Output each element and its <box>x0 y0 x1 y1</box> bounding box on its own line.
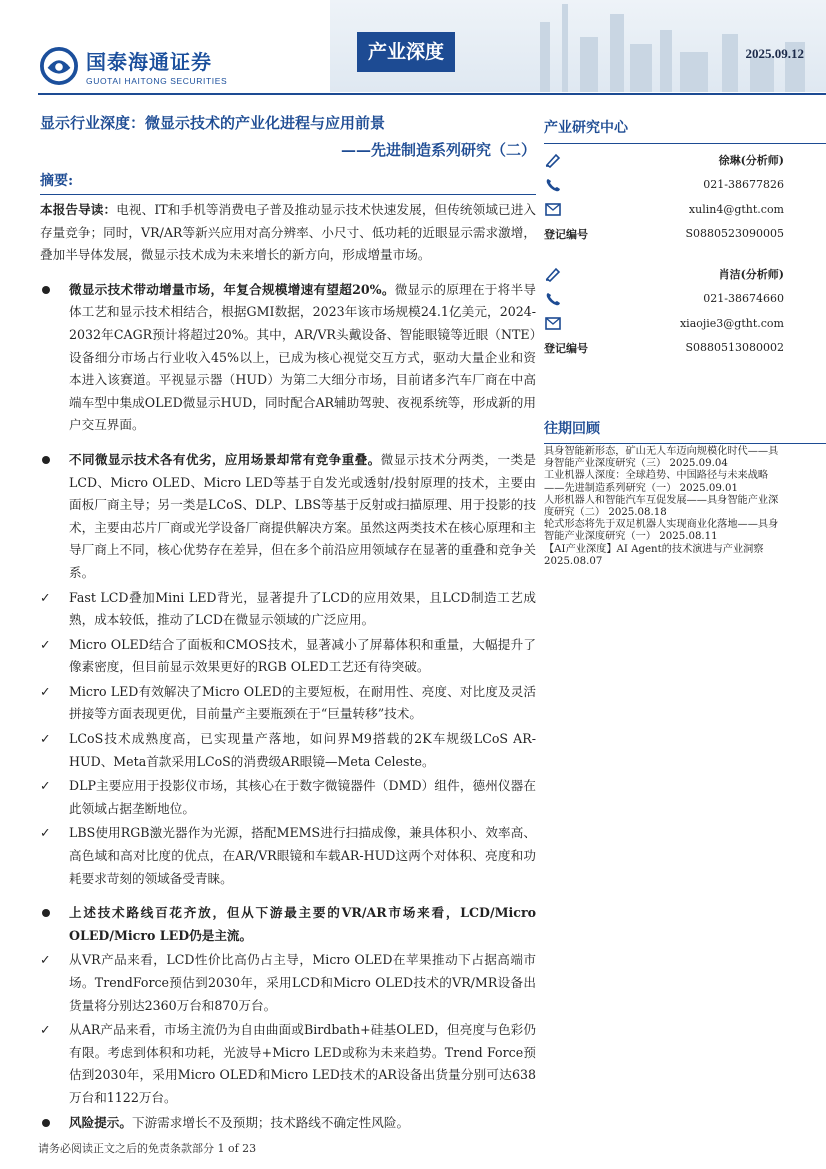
past-report-item[interactable]: 人形机器人和智能汽车互促发展——具身智能产业深度研究（二） 2025.08.18 <box>544 494 779 519</box>
logo-english-name: GUOTAI HAITONG SECURITIES <box>86 76 228 86</box>
main-content <box>40 112 536 1134</box>
key-point <box>40 902 536 947</box>
company-logo <box>40 46 227 86</box>
check-mark-icon: ✓ <box>40 952 51 968</box>
report-subtitle: ——先进制造系列研究（二） <box>340 141 536 159</box>
check-item <box>40 949 536 1017</box>
key-point <box>40 279 536 437</box>
analyst-email[interactable]: xiaojie3@gtht.com <box>679 316 784 330</box>
analyst-pen-icon <box>544 152 562 168</box>
registration-number: S0880513080002 <box>685 341 784 355</box>
past-report-item[interactable]: 【AI产业深度】AI Agent的技术演进与产业洞察 2025.08.07 <box>544 543 764 567</box>
analyst-card <box>544 262 784 360</box>
sidebar-divider <box>544 143 826 144</box>
past-report-item[interactable]: 轮式形态将先于双足机器人实现商业化落地——具身智能产业深度研究（一） 2025.08.11 <box>544 519 779 543</box>
check-text: 从VR产品来看，LCD性价比高仍占主导，Micro OLED在苹果推动下占据高端市场。TrendForce预估到2030年，采用LCD和Micro OLED技术的VR/MR设备出货量将分别达2360万台和870万台。 <box>69 952 536 1013</box>
check-text: DLP主要应用于投影仪市场，其核心在于数字微镜器件（DMD）组件，德州仪器在此领域占据垄断地位。 <box>69 778 536 816</box>
point-text: 微显示的原理在于将半导体工艺和显示技术相结合，根据GMI数据，2023年该市场规模24.1亿美元，2024-2032年CAGR预计将超过20%。其中，AR/VR头戴设备、智能眼镜等近眼（NTE）设备细分市场占行业收入45%以上，已成为核心视觉交互方式，驱动大量企业和资本进入该赛道。平视显示器（HUD）为第二大细分市场，目前诸多汽车厂商在中高端车型中集成OLED微显示HUD，同时配合AR辅助驾驶、夜视系统等，形成新的用户交互界面。 <box>69 281 537 433</box>
check-item <box>40 822 536 890</box>
check-mark-icon: ✓ <box>40 683 51 699</box>
check-text: Fast LCD叠加Mini LED背光，显著提升了LCD的应用效果，且LCD制造工艺成熟，成本较低，推动了LCD在微显示领域的广泛应用。 <box>69 589 536 628</box>
abstract-divider <box>40 194 536 195</box>
past-report-item[interactable]: 具身智能新形态，矿山无人车迈向规模化时代——具身智能产业深度研究（三） 2025.09.04 <box>544 446 779 470</box>
point-lead: 上述技术路线百花齐放，但从下游最主要的VR/AR市场来看，LCD/Micro OLED/Micro LED仍是主流。 <box>69 905 536 943</box>
risk-lead: 风险提示。 <box>69 1114 132 1130</box>
page-header <box>0 0 826 92</box>
analyst-card <box>544 148 784 246</box>
logo-emblem-icon <box>40 47 78 85</box>
risk-point <box>40 1112 536 1135</box>
intro-lead: 本报告导读： <box>40 202 117 217</box>
intro-text: 电视、IT和手机等消费电子普及推动显示技术快速发展，但传统领域已进入存量竞争；同时，VR/AR等新兴应用对高分辨率、小尺寸、低功耗的近眼显示需求激增，叠加半导体发展，微显示技术成为未来增长的新方向，形成增量市场。 <box>40 202 537 263</box>
registration-label: 登记编号 <box>544 227 588 241</box>
check-mark-icon: ✓ <box>40 778 51 794</box>
registration-number: S0880523090005 <box>685 227 784 241</box>
report-title: 显示行业深度：微显示技术的产业化进程与应用前景 <box>40 114 386 132</box>
page-footer: 请务必阅读正文之后的免责条款部分 1 of 23 <box>38 1142 257 1155</box>
analyst-name: 肖洁(分析师) <box>718 268 784 282</box>
check-item <box>40 728 536 773</box>
past-reports-list <box>544 446 784 568</box>
check-item <box>40 1019 536 1109</box>
check-mark-icon: ✓ <box>40 731 51 747</box>
check-mark-icon: ✓ <box>40 825 51 841</box>
past-reports-divider <box>544 443 826 444</box>
report-intro <box>40 199 536 267</box>
abstract-label: 摘要: <box>40 173 74 189</box>
point-lead: 不同微显示技术各有优劣，应用场景却常有竞争重叠。 <box>69 451 381 467</box>
bullet-dot-icon <box>40 449 60 472</box>
check-item <box>40 681 536 726</box>
registration-label: 登记编号 <box>544 341 588 355</box>
check-text: Micro LED有效解决了Micro OLED的主要短板，在耐用性、亮度、对比度及灵活拼接等方面表现更优，目前量产主要瓶颈在于“巨量转移”技术。 <box>69 683 536 722</box>
check-text: LCoS技术成熟度高，已实现量产落地，如问界M9搭载的2K车规级LCoS AR-HUD、Meta首款采用LCoS的消费级AR眼镜—Meta Celeste。 <box>69 731 536 769</box>
risk-text: 下游需求增长不及预期；技术路线不确定性风险。 <box>131 1114 410 1130</box>
check-mark-icon: ✓ <box>40 589 51 605</box>
email-icon <box>544 315 562 331</box>
analyst-phone: 021-38677826 <box>703 178 784 192</box>
check-text: Micro OLED结合了面板和CMOS技术，显著减小了屏幕体积和重量，大幅提升了像素密度，但目前显示效果更好的RGB OLED工艺还有待突破。 <box>69 636 536 675</box>
point-text: 微显示技术分两类，一类是LCD、Micro OLED、Micro LED等基于自发光或透射/投射原理的技术，主要由面板厂商主导；另一类是LCoS、DLP、LBS等基于反射或扫描原理、用于投影的技术，主要由芯片厂商或光学设备厂商提供解决方案。虽然这两类技术在核心原理和主导厂商上不同，核心优势存在差异，但在多个前沿应用领域存在显著的重叠和竞争关系。 <box>69 451 537 580</box>
header-divider <box>38 93 826 95</box>
analyst-phone: 021-38674660 <box>703 292 784 306</box>
analyst-name: 徐琳(分析师) <box>718 154 784 168</box>
analyst-pen-icon <box>544 266 562 282</box>
key-point <box>40 449 536 585</box>
check-item <box>40 587 536 632</box>
check-text: LBS使用RGB激光器作为光源，搭配MEMS进行扫描成像，兼具体积小、效率高、高色域和高对比度的优点，在AR/VR眼镜和车载AR-HUD这两个对体积、亮度和功耗要求苛刻的领域备受青睐。 <box>69 825 536 886</box>
check-mark-icon: ✓ <box>40 636 51 652</box>
report-date: 2025.09.12 <box>745 46 804 61</box>
logo-chinese-name: 国泰海通证券 <box>86 50 212 74</box>
check-text: 从AR产品来看，市场主流仍为自由曲面或Birdbath+硅基OLED，但亮度与色彩仍有限。考虑到体积和功耗，光波导+Micro LED或称为未来趋势。Trend Force预估到2030年，采用Micro OLED和Micro LED技术的AR设备出货量分别可达638万台和1122万台。 <box>69 1022 536 1105</box>
sidebar <box>544 112 784 568</box>
check-item <box>40 634 536 679</box>
bullet-dot-icon <box>40 279 60 302</box>
report-type-badge: 产业深度 <box>357 32 455 72</box>
check-mark-icon: ✓ <box>40 1022 51 1038</box>
phone-icon <box>544 177 562 193</box>
point-lead: 微显示技术带动增量市场，年复合规模增速有望超20%。 <box>69 281 395 297</box>
phone-icon <box>544 291 562 307</box>
bullet-dot-icon <box>40 1112 60 1135</box>
analyst-email[interactable]: xulin4@gtht.com <box>688 202 784 216</box>
email-icon <box>544 201 562 217</box>
check-item <box>40 775 536 820</box>
research-center-title: 产业研究中心 <box>544 120 628 136</box>
bullet-dot-icon <box>40 902 60 925</box>
past-report-item[interactable]: 工业机器人深度：全球趋势、中国路径与未来战略——先进制造系列研究（一） 2025.09.01 <box>544 470 769 494</box>
past-reports-title: 往期回顾 <box>544 421 600 437</box>
